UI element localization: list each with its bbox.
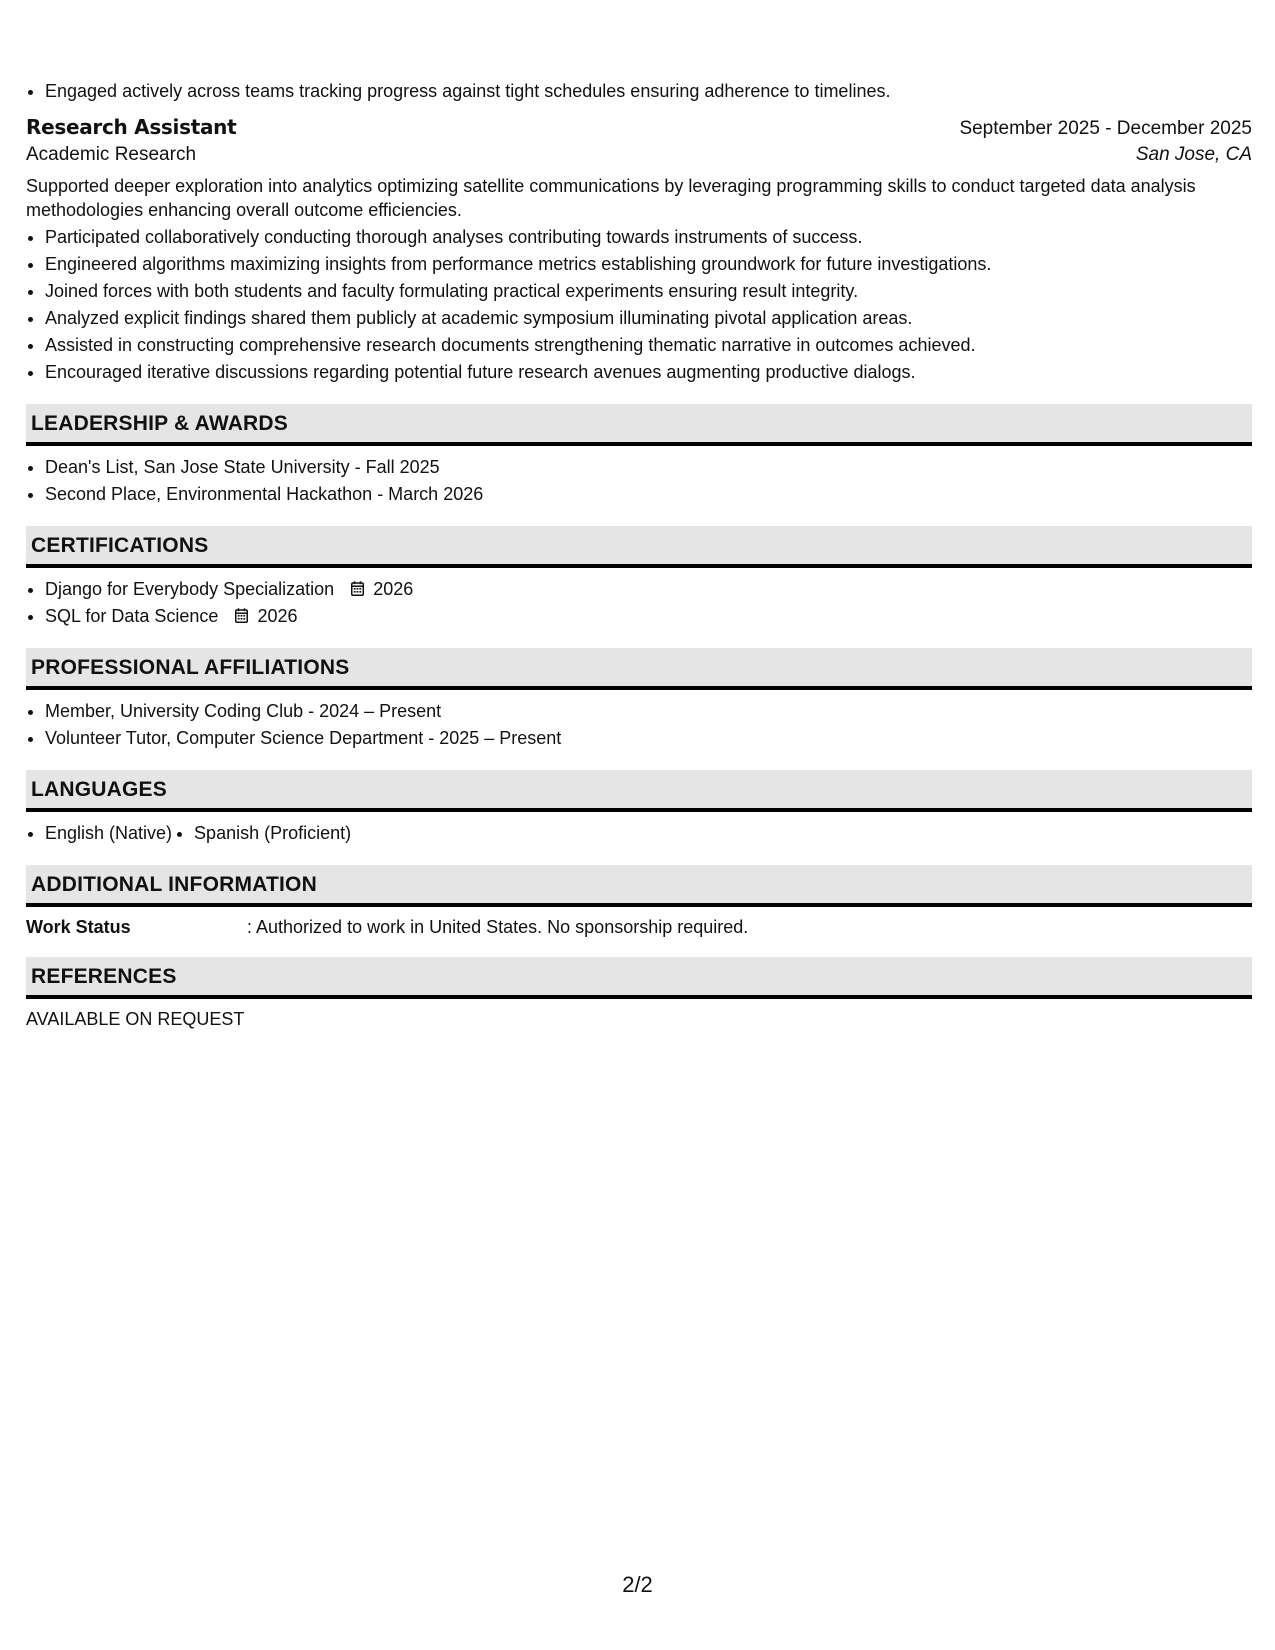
list-item: • Encouraged iterative discussions regarding potential future research avenues augmenting productive dialogs.	[45, 359, 1252, 386]
list-item	[45, 603, 1252, 630]
resume-page	[26, 78, 1252, 1031]
role-bullets	[26, 224, 1252, 386]
certifications-list	[26, 576, 1252, 630]
calendar-icon	[351, 581, 364, 596]
list-item: • Participated collaboratively conducting thorough analyses contributing towards instruments of success.	[45, 224, 1252, 251]
list-item: • Analyzed explicit findings shared them publicly at academic symposium illuminating pivotal application areas.	[45, 305, 1252, 332]
role-organization: Academic Research	[26, 144, 197, 165]
role-summary: Supported deeper exploration into analytics optimizing satellite communications by leveraging programming skills to conduct targeted data analysis methodologies enhancing overall outcome efficiencies.	[26, 176, 1196, 220]
previous-role-bullets	[26, 78, 1252, 105]
research-assistant-entry	[26, 115, 1252, 386]
certification-name: SQL for Data Science	[45, 606, 219, 626]
certification-name: Django for Everybody Specialization	[45, 579, 335, 599]
list-item: • Engaged actively across teams tracking progress against tight schedules ensuring adherence to timelines.	[45, 78, 1252, 105]
languages-list	[26, 820, 1252, 847]
role-location: San Jose, CA	[1135, 144, 1252, 165]
list-item	[45, 576, 1252, 603]
work-status-value: : Authorized to work in United States. No sponsorship required.	[247, 917, 749, 937]
list-item: • Assisted in constructing comprehensive research documents strengthening thematic narrative in outcomes achieved.	[45, 332, 1252, 359]
list-item: • Second Place, Environmental Hackathon - March 2026	[45, 481, 1252, 508]
leadership-list	[26, 454, 1252, 508]
references-text: AVAILABLE ON REQUEST	[26, 1009, 245, 1029]
work-status-row	[26, 915, 1252, 939]
role-subheader	[26, 144, 1252, 166]
list-item: • English (Native)	[45, 820, 172, 847]
section-header-affiliations: PROFESSIONAL AFFILIATIONS	[26, 648, 1252, 690]
section-header-languages: LANGUAGES	[26, 770, 1252, 812]
certification-year: 2026	[257, 606, 298, 626]
role-title: Research Assistant	[26, 115, 237, 139]
section-header-additional: ADDITIONAL INFORMATION	[26, 865, 1252, 907]
page-number: 2/2	[622, 1572, 653, 1597]
work-status-label: Work Status	[26, 917, 131, 937]
role-dates: September 2025 - December 2025	[959, 118, 1252, 139]
list-item: • Volunteer Tutor, Computer Science Department - 2025 – Present	[45, 725, 1252, 752]
certification-year: 2026	[373, 579, 414, 599]
list-item: • Joined forces with both students and faculty formulating practical experiments ensuring result integrity.	[45, 278, 1252, 305]
calendar-icon	[235, 608, 248, 623]
list-item: • Spanish (Proficient)	[194, 820, 351, 847]
list-item: • Member, University Coding Club - 2024 – Present	[45, 698, 1252, 725]
role-header	[26, 115, 1252, 140]
list-item: • Engineered algorithms maximizing insights from performance metrics establishing groundwork for future investigations.	[45, 251, 1252, 278]
section-header-leadership: LEADERSHIP & AWARDS	[26, 404, 1252, 446]
section-header-certifications: CERTIFICATIONS	[26, 526, 1252, 568]
affiliations-list	[26, 698, 1252, 752]
list-item: • Dean's List, San Jose State University - Fall 2025	[45, 454, 1252, 481]
section-header-references: REFERENCES	[26, 957, 1252, 999]
